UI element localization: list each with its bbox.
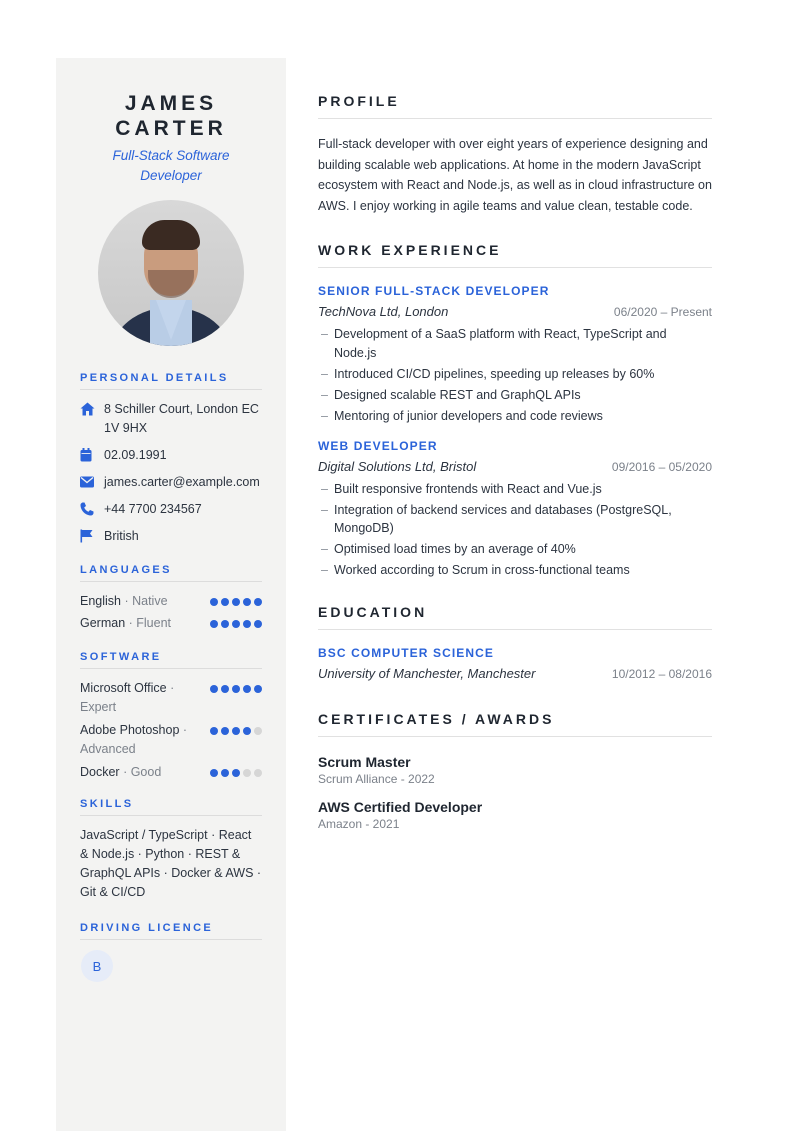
rating-dot-filled bbox=[232, 685, 240, 693]
profile-section bbox=[318, 93, 712, 216]
certificates-heading: CERTIFICATES / AWARDS bbox=[318, 711, 712, 737]
driving-licence-section bbox=[80, 922, 262, 982]
certificate-title: AWS Certified Developer bbox=[318, 798, 483, 815]
envelope-icon bbox=[80, 475, 96, 489]
home-icon bbox=[80, 402, 96, 416]
profile-photo bbox=[98, 200, 244, 346]
job-bullet: – Built responsive frontends with React and Vue.js bbox=[318, 480, 712, 499]
rating-dot-filled bbox=[243, 598, 251, 606]
rating-dot-filled bbox=[254, 685, 262, 693]
software-name: Docker bbox=[80, 765, 120, 779]
skills-section bbox=[80, 798, 262, 902]
job-company: TechNova Ltd, London bbox=[318, 304, 449, 320]
job-role: WEB DEVELOPER bbox=[318, 438, 438, 453]
calendar-icon bbox=[80, 448, 96, 462]
rating-dot-filled bbox=[221, 727, 229, 735]
nationality-item bbox=[80, 527, 262, 546]
software-name: Microsoft Office bbox=[80, 681, 167, 695]
job-bullet: – Worked according to Scrum in cross-functional teams bbox=[318, 561, 712, 580]
sidebar bbox=[56, 58, 286, 1131]
certificates-section bbox=[318, 711, 712, 832]
language-row: German · Fluent bbox=[80, 614, 262, 633]
rating-dot-empty bbox=[243, 769, 251, 777]
rating-dots bbox=[210, 769, 262, 777]
email-item[interactable] bbox=[80, 473, 262, 492]
certificate-title: Scrum Master bbox=[318, 753, 411, 770]
address-text: 8 Schiller Court, London EC1V 9HX bbox=[104, 402, 259, 435]
skills-heading: SKILLS bbox=[80, 798, 262, 816]
profile-text: Full-stack developer with over eight years of experience designing and building scalable web applications. At home in the modern JavaScript ecosystem with React and Node.js, as well as in cloud infrastructure on AWS. I enjoy working in agile teams and value clean, testable code. bbox=[318, 137, 712, 213]
language-row: English · Native bbox=[80, 592, 262, 611]
software-level: Expert bbox=[80, 700, 117, 714]
school-name: University of Manchester, Manchester bbox=[318, 665, 536, 681]
address-item bbox=[80, 400, 262, 438]
rating-dot-filled bbox=[243, 727, 251, 735]
rating-dot-filled bbox=[210, 620, 218, 628]
email-link[interactable]: james.carter@example.com bbox=[104, 475, 260, 489]
software-heading: SOFTWARE bbox=[80, 651, 262, 669]
education-dates: 10/2012 – 08/2016 bbox=[611, 666, 712, 681]
personal-details-heading: PERSONAL DETAILS bbox=[80, 372, 262, 390]
rating-dot-filled bbox=[210, 769, 218, 777]
software-level: Good bbox=[130, 765, 162, 779]
job-dates: 06/2020 – Present bbox=[613, 305, 712, 320]
software-row: Microsoft Office · Expert bbox=[80, 679, 262, 717]
flag-icon bbox=[80, 529, 96, 543]
licence-class-badge: B bbox=[81, 950, 113, 982]
job-bullets bbox=[318, 480, 712, 580]
job-bullet: – Introduced CI/CD pipelines, speeding up releases by 60% bbox=[318, 365, 712, 384]
nationality-text: British bbox=[104, 529, 139, 543]
personal-details-section bbox=[80, 372, 262, 546]
job-entry bbox=[318, 439, 712, 580]
job-company: Digital Solutions Ltd, Bristol bbox=[318, 458, 477, 474]
rating-dots bbox=[210, 727, 262, 735]
rating-dot-filled bbox=[232, 727, 240, 735]
rating-dot-filled bbox=[221, 685, 229, 693]
rating-dot-filled bbox=[210, 727, 218, 735]
job-bullets bbox=[318, 325, 712, 425]
rating-dot-filled bbox=[210, 598, 218, 606]
rating-dot-filled bbox=[221, 620, 229, 628]
phone-item[interactable] bbox=[80, 500, 262, 519]
certificate-item bbox=[318, 798, 712, 832]
education-heading: EDUCATION bbox=[318, 604, 712, 630]
software-section bbox=[80, 651, 262, 782]
birthdate-item bbox=[80, 446, 262, 465]
languages-section bbox=[80, 564, 262, 633]
job-title: Full-Stack Software Developer bbox=[112, 148, 230, 183]
rating-dot-filled bbox=[210, 685, 218, 693]
language-name: German bbox=[80, 616, 126, 630]
work-experience-section bbox=[318, 242, 712, 580]
rating-dot-filled bbox=[254, 620, 262, 628]
software-name: Adobe Photoshop bbox=[80, 723, 180, 737]
certificate-issuer: Amazon - 2021 bbox=[318, 816, 400, 831]
name-last: CARTER bbox=[115, 117, 227, 140]
phone-icon bbox=[80, 502, 96, 516]
language-level: Fluent bbox=[136, 616, 172, 630]
degree-title: BSC COMPUTER SCIENCE bbox=[318, 645, 495, 660]
rating-dots bbox=[210, 598, 262, 606]
rating-dot-filled bbox=[243, 620, 251, 628]
rating-dot-empty bbox=[254, 727, 262, 735]
rating-dot-filled bbox=[221, 598, 229, 606]
job-dates: 09/2016 – 05/2020 bbox=[611, 459, 712, 474]
certificate-item bbox=[318, 753, 712, 787]
name-first: JAMES bbox=[124, 92, 218, 115]
driving-licence-heading: DRIVING LICENCE bbox=[80, 922, 262, 940]
profile-heading: PROFILE bbox=[318, 93, 712, 119]
language-level: Native bbox=[132, 594, 168, 608]
education-section bbox=[318, 604, 712, 683]
job-bullet: – Mentoring of junior developers and code reviews bbox=[318, 407, 712, 426]
work-experience-heading: WORK EXPERIENCE bbox=[318, 242, 712, 268]
job-bullet: – Development of a SaaS platform with React, TypeScript and Node.js bbox=[318, 325, 712, 362]
rating-dots bbox=[210, 620, 262, 628]
skills-text: JavaScript / TypeScript · React & Node.js · Python · REST & GraphQL APIs · Docker & AWS · Git & CI/CD bbox=[80, 828, 262, 899]
software-row: Adobe Photoshop · Advanced bbox=[80, 721, 262, 759]
job-bullet: – Integration of backend services and databases (PostgreSQL, MongoDB) bbox=[318, 501, 712, 538]
main-content bbox=[318, 58, 712, 832]
rating-dot-filled bbox=[254, 598, 262, 606]
rating-dot-filled bbox=[232, 769, 240, 777]
rating-dots bbox=[210, 685, 262, 693]
software-level: Advanced bbox=[80, 742, 136, 756]
languages-heading: LANGUAGES bbox=[80, 564, 262, 582]
birthdate-text: 02.09.1991 bbox=[104, 448, 167, 462]
job-bullet: – Optimised load times by an average of 40% bbox=[318, 540, 712, 559]
software-row: Docker · Good bbox=[80, 763, 262, 782]
job-role: SENIOR FULL-STACK DEVELOPER bbox=[318, 284, 550, 299]
job-bullet: – Designed scalable REST and GraphQL APIs bbox=[318, 386, 712, 405]
job-entry bbox=[318, 284, 712, 425]
rating-dot-filled bbox=[221, 769, 229, 777]
rating-dot-empty bbox=[254, 769, 262, 777]
phone-text[interactable]: +44 7700 234567 bbox=[104, 502, 202, 516]
rating-dot-filled bbox=[232, 620, 240, 628]
rating-dot-filled bbox=[232, 598, 240, 606]
rating-dot-filled bbox=[243, 685, 251, 693]
language-name: English bbox=[80, 594, 121, 608]
certificate-issuer: Scrum Alliance - 2022 bbox=[318, 771, 435, 786]
education-entry bbox=[318, 646, 712, 683]
